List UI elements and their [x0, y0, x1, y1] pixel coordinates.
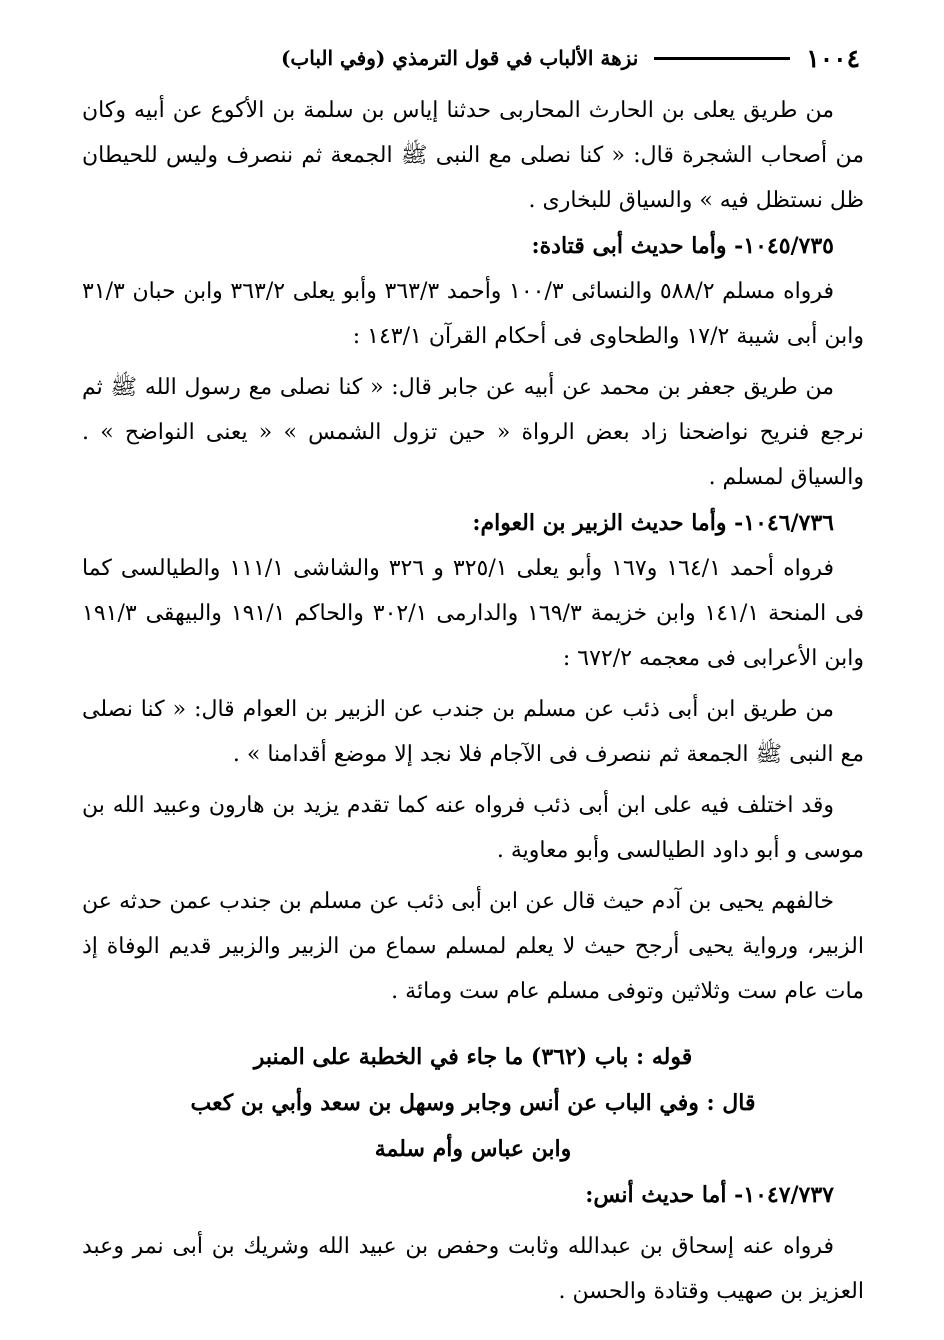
qal-line: وابن عباس وأم سلمة — [374, 1136, 572, 1162]
header-rule — [654, 57, 790, 60]
body-paragraph: فرواه مسلم ٥٨٨/٢ والنسائى ١٠٠/٣ وأحمد ٣٦٣/٣ وأبو يعلى ٣٦٣/٢ وابن حبان ٣١/٣ وابن أبى شيبة ١٧/٢ والطحاوى فى أحكام القرآن ١٤٣/١ : — [82, 279, 864, 349]
hadith-heading-1046: ١٠٤٦/٧٣٦- وأما حديث الزبير بن العوام: — [472, 510, 834, 536]
hadith-heading-1047: ١٠٤٧/٧٣٧- أما حديث أنس: — [585, 1182, 834, 1208]
body-paragraph: من طريق ابن أبى ذئب عن مسلم بن جندب عن الزبير بن العوام قال: « كنا نصلى مع النبى ﷺ الجمعة ثم ننصرف فى الآجام فلا نجد إلا موضع أقدامنا » . — [82, 697, 864, 767]
page-body — [82, 88, 864, 1314]
hadith-heading-1045: ١٠٤٥/٧٣٥- وأما حديث أبى قتادة: — [531, 233, 834, 259]
body-paragraph: فرواه عنه إسحاق بن عبدالله وثابت وحفص بن عبيد الله وشريك بن أبى نمر وعبد العزيز بن صهيب وقتادة والحسن . — [82, 1234, 864, 1304]
body-paragraph: من طريق يعلى بن الحارث المحاربى حدثنا إياس بن سلمة بن الأكوع عن أبيه وكان من أصحاب الشجرة قال: « كنا نصلى مع النبى ﷺ الجمعة ثم ننصرف وليس للحيطان ظل نستظل فيه » والسياق للبخارى . — [82, 98, 864, 213]
page-header — [86, 38, 860, 78]
page-number: ١٠٠٤ — [806, 43, 860, 73]
body-paragraph: من طريق جعفر بن محمد عن أبيه عن جابر قال: « كنا نصلى مع رسول الله ﷺ ثم نرجع فنريح نواضحنا زاد بعض الرواة « حين تزول الشمس » « يعنى النواضح » . والسياق لمسلم . — [82, 375, 864, 490]
qal-line: قال : وفي الباب عن أنس وجابر وسهل بن سعد وأبي بن كعب — [190, 1090, 756, 1116]
body-paragraph: وقد اختلف فيه على ابن أبى ذئب فرواه عنه كما تقدم يزيد بن هارون وعبيد الله بن موسى و أبو داود الطيالسى وأبو معاوية . — [82, 793, 864, 863]
body-paragraph: خالفهم يحيى بن آدم حيث قال عن ابن أبى ذئب عن مسلم بن جندب عمن حدثه عن الزبير، ورواية يحيى أرجح حيث لا يعلم لمسلم سماع من الزبير والزبير قديم الوفاة إذ مات عام ست وثلاثين وتوفى مسلم عام ست ومائة . — [82, 889, 864, 1004]
running-title: نزهة الألباب في قول الترمذي (وفي الباب) — [280, 46, 639, 70]
body-paragraph: فرواه أحمد ١٦٤/١ و١٦٧ وأبو يعلى ٣٢٥/١ و ٣٢٦ والشاشى ١١١/١ والطيالسى كما فى المنحة ١٤١/١ وابن خزيمة ١٦٩/٣ والدارمى ٣٠٢/١ والحاكم ١٩١/١ والبيهقى ١٩١/٣ وابن الأعرابى فى معجمه ٦٧٢/٢ : — [82, 556, 864, 671]
chapter-title: قوله : باب (٣٦٢) ما جاء في الخطبة على المنبر — [253, 1044, 693, 1070]
